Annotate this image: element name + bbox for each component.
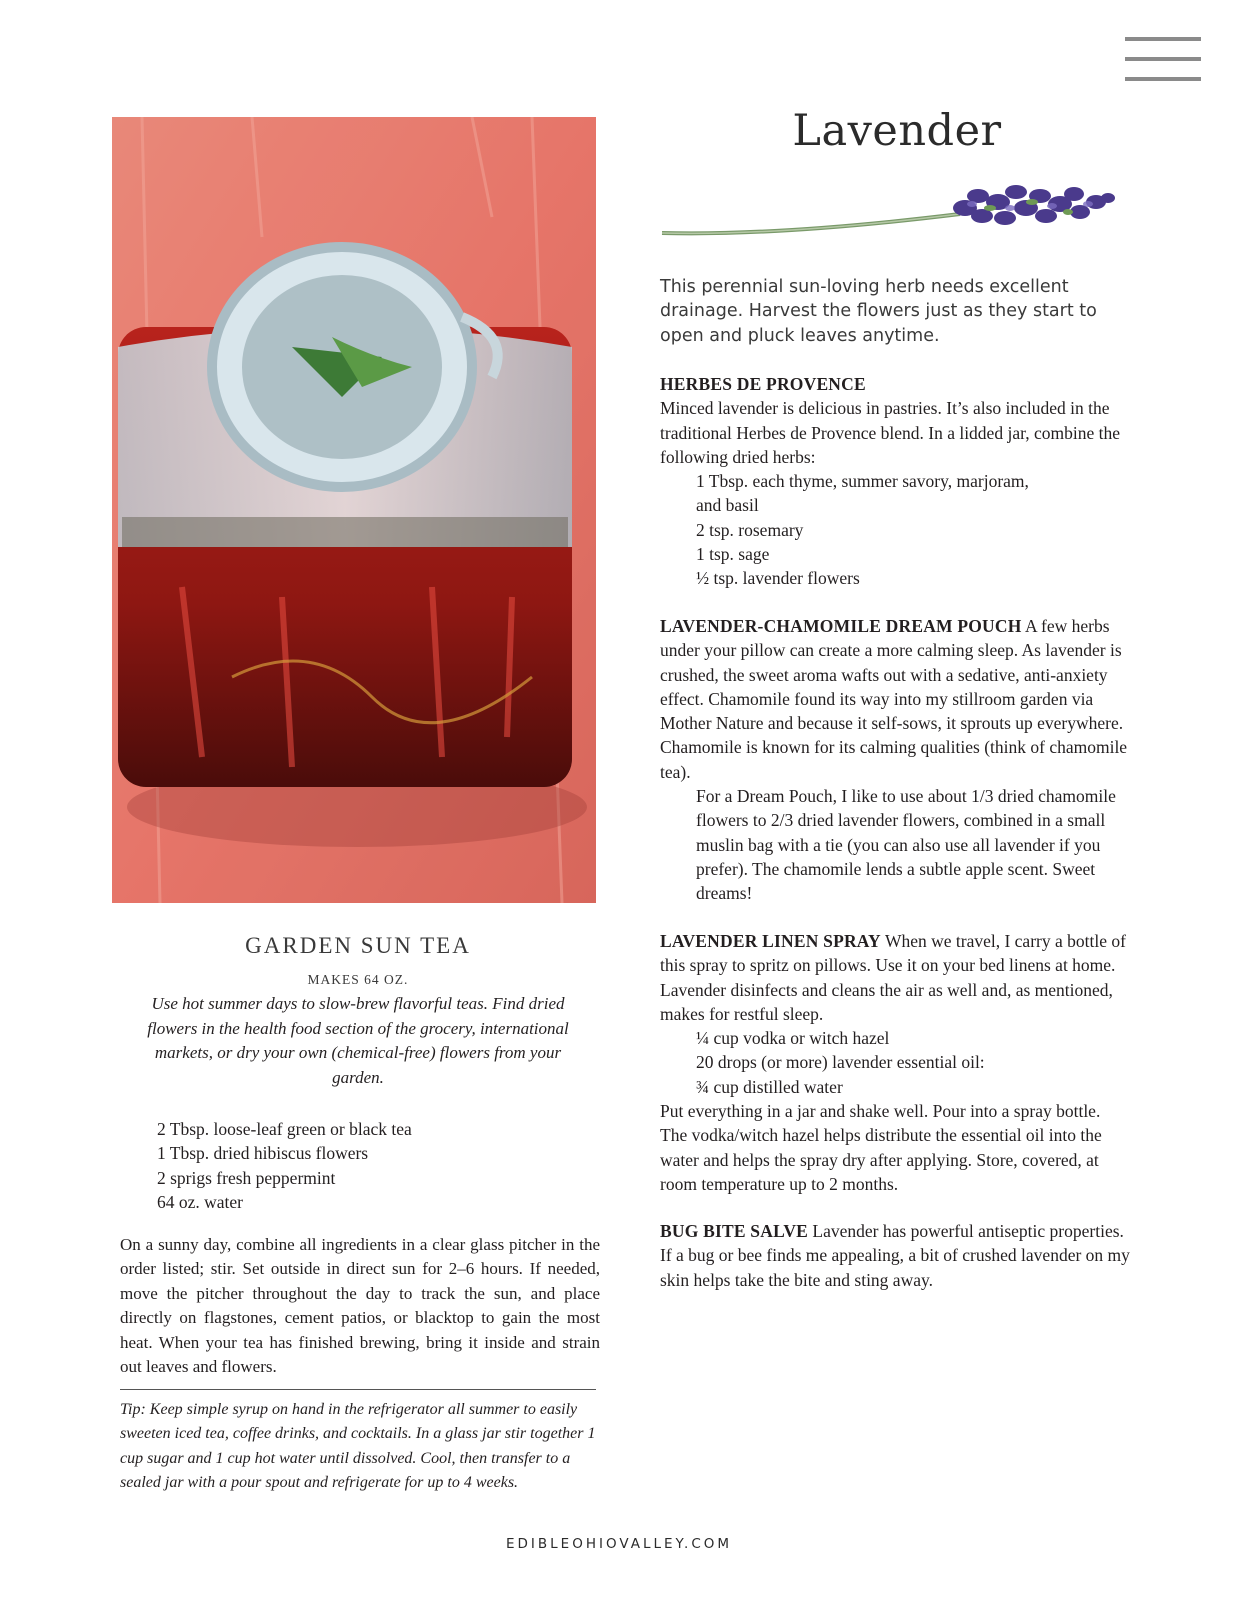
section-heading: BUG BITE SALVE [660,1221,809,1241]
section-bug-bite-salve [660,1219,1130,1292]
section-body: When we travel, I carry a bottle of this spray to spritz on pillows. Use it on your bed linens at home. Lavender disinfects and cleans the air as well and, as mentioned, makes for restful sleep. [660,931,1126,1024]
sun-tea-photo [112,117,596,903]
ingredient-list [157,1117,412,1215]
ingredient-item: 1 Tbsp. dried hibiscus flowers [157,1143,369,1164]
article-title: Lavender [792,106,1002,156]
herb-list [660,469,1130,590]
section-dream-pouch [660,614,1130,906]
section-heading: LAVENDER-CHAMOMILE DREAM POUCH [660,616,1022,636]
spray-ingredient-list [660,1026,1130,1099]
lavender-sprig-icon [660,178,1120,253]
section-body: Lavender has powerful antiseptic properties. If a bug or bee finds me appealing, a bit of crushed lavender on my skin helps take the bite and sting away. [660,1221,1130,1290]
herb-item: 2 tsp. rosemary [696,519,804,540]
recipe-intro: Use hot summer days to slow-brew flavorful teas. Find dried flowers in the health food section of the grocery, international markets, or dry your own (chemical-free) flowers from your garden. [147,994,569,1087]
recipe-tip: Tip: Keep simple syrup on hand in the refrigerator all summer to easily sweeten iced tea, coffee drinks, and cocktails. In a glass jar stir together 1 cup sugar and 1 cup hot water until dissolved. Cool, then transfer to a sealed jar with a pour spout and refrigerate for up to 4 weeks. [120,1401,596,1492]
herb-item: ½ tsp. lavender flowers [696,568,860,589]
herb-item: 1 tsp. sage [696,544,770,565]
section-herbes-de-provence [660,372,1130,591]
section-body: Put everything in a jar and shake well. Pour into a spray bottle. The vodka/witch hazel helps distribute the essential oil into the water and helps the spray dry after applying. Store, covered, at room temperature up to 2 months. [660,1101,1102,1194]
menu-line [1125,57,1201,61]
section-body: Minced lavender is delicious in pastries. It’s also included in the traditional Herbes de Provence blend. In a lidded jar, combine the following dried herbs: [660,398,1120,467]
section-heading: HERBES DE PROVENCE [660,374,866,394]
hamburger-menu-icon[interactable] [1125,37,1201,87]
menu-line [1125,77,1201,81]
section-indent: For a Dream Pouch, I like to use about 1/3 dried chamomile flowers to 2/3 dried lavender flowers, combined in a small muslin bag with a tie (you can also use all lavender if you prefer). The chamomile lends a subtle apple scent. Sweet dreams! [696,786,1116,904]
divider [120,1389,596,1390]
section-heading: LAVENDER LINEN SPRAY [660,931,881,951]
herb-item: 1 Tbsp. each thyme, summer savory, marjoram, [696,471,1029,492]
spray-ingredient: 20 drops (or more) lavender essential oil: [696,1052,985,1073]
ingredient-item: 2 Tbsp. loose-leaf green or black tea [157,1119,412,1139]
ingredient-item: 2 sprigs fresh peppermint [157,1167,336,1188]
spray-ingredient: ¼ cup vodka or witch hazel [696,1028,890,1049]
section-body: A few herbs under your pillow can create a more calming sleep. As lavender is crushed, the sweet aroma wafts out with a sedative, anti-anxiety effect. Chamomile found its way into my stillroom garden via Mother Nature and because it self-sows, it sprouts up everywhere. Chamomile is known for its calming qualities (think of chamomile tea). [660,616,1128,782]
recipe-method: On a sunny day, combine all ingredients in a clear glass pitcher in the order listed; stir. Set outside in direct sun for 2–6 hours. If needed, move the pitcher throughout the day to track the sun, and place directly on flagstones, cement patios, or blacktop to gain the most heat. When your tea has finished brewing, bring it inside and strain out leaves and flowers. [120,1235,600,1377]
section-linen-spray [660,929,1130,1196]
menu-line [1125,37,1201,41]
article-intro: This perennial sun-loving herb needs excellent drainage. Harvest the flowers just as they start to open and pluck leaves anytime. [660,277,1097,346]
spray-ingredient: ¾ cup distilled water [696,1076,843,1097]
ingredient-item: 64 oz. water [157,1192,244,1213]
herb-item: and basil [696,495,759,516]
recipe-title: GARDEN SUN TEA [245,933,471,958]
recipe-yield: MAKES 64 OZ. [307,972,409,987]
site-url[interactable]: EDIBLEOHIOVALLEY.COM [505,1536,733,1552]
